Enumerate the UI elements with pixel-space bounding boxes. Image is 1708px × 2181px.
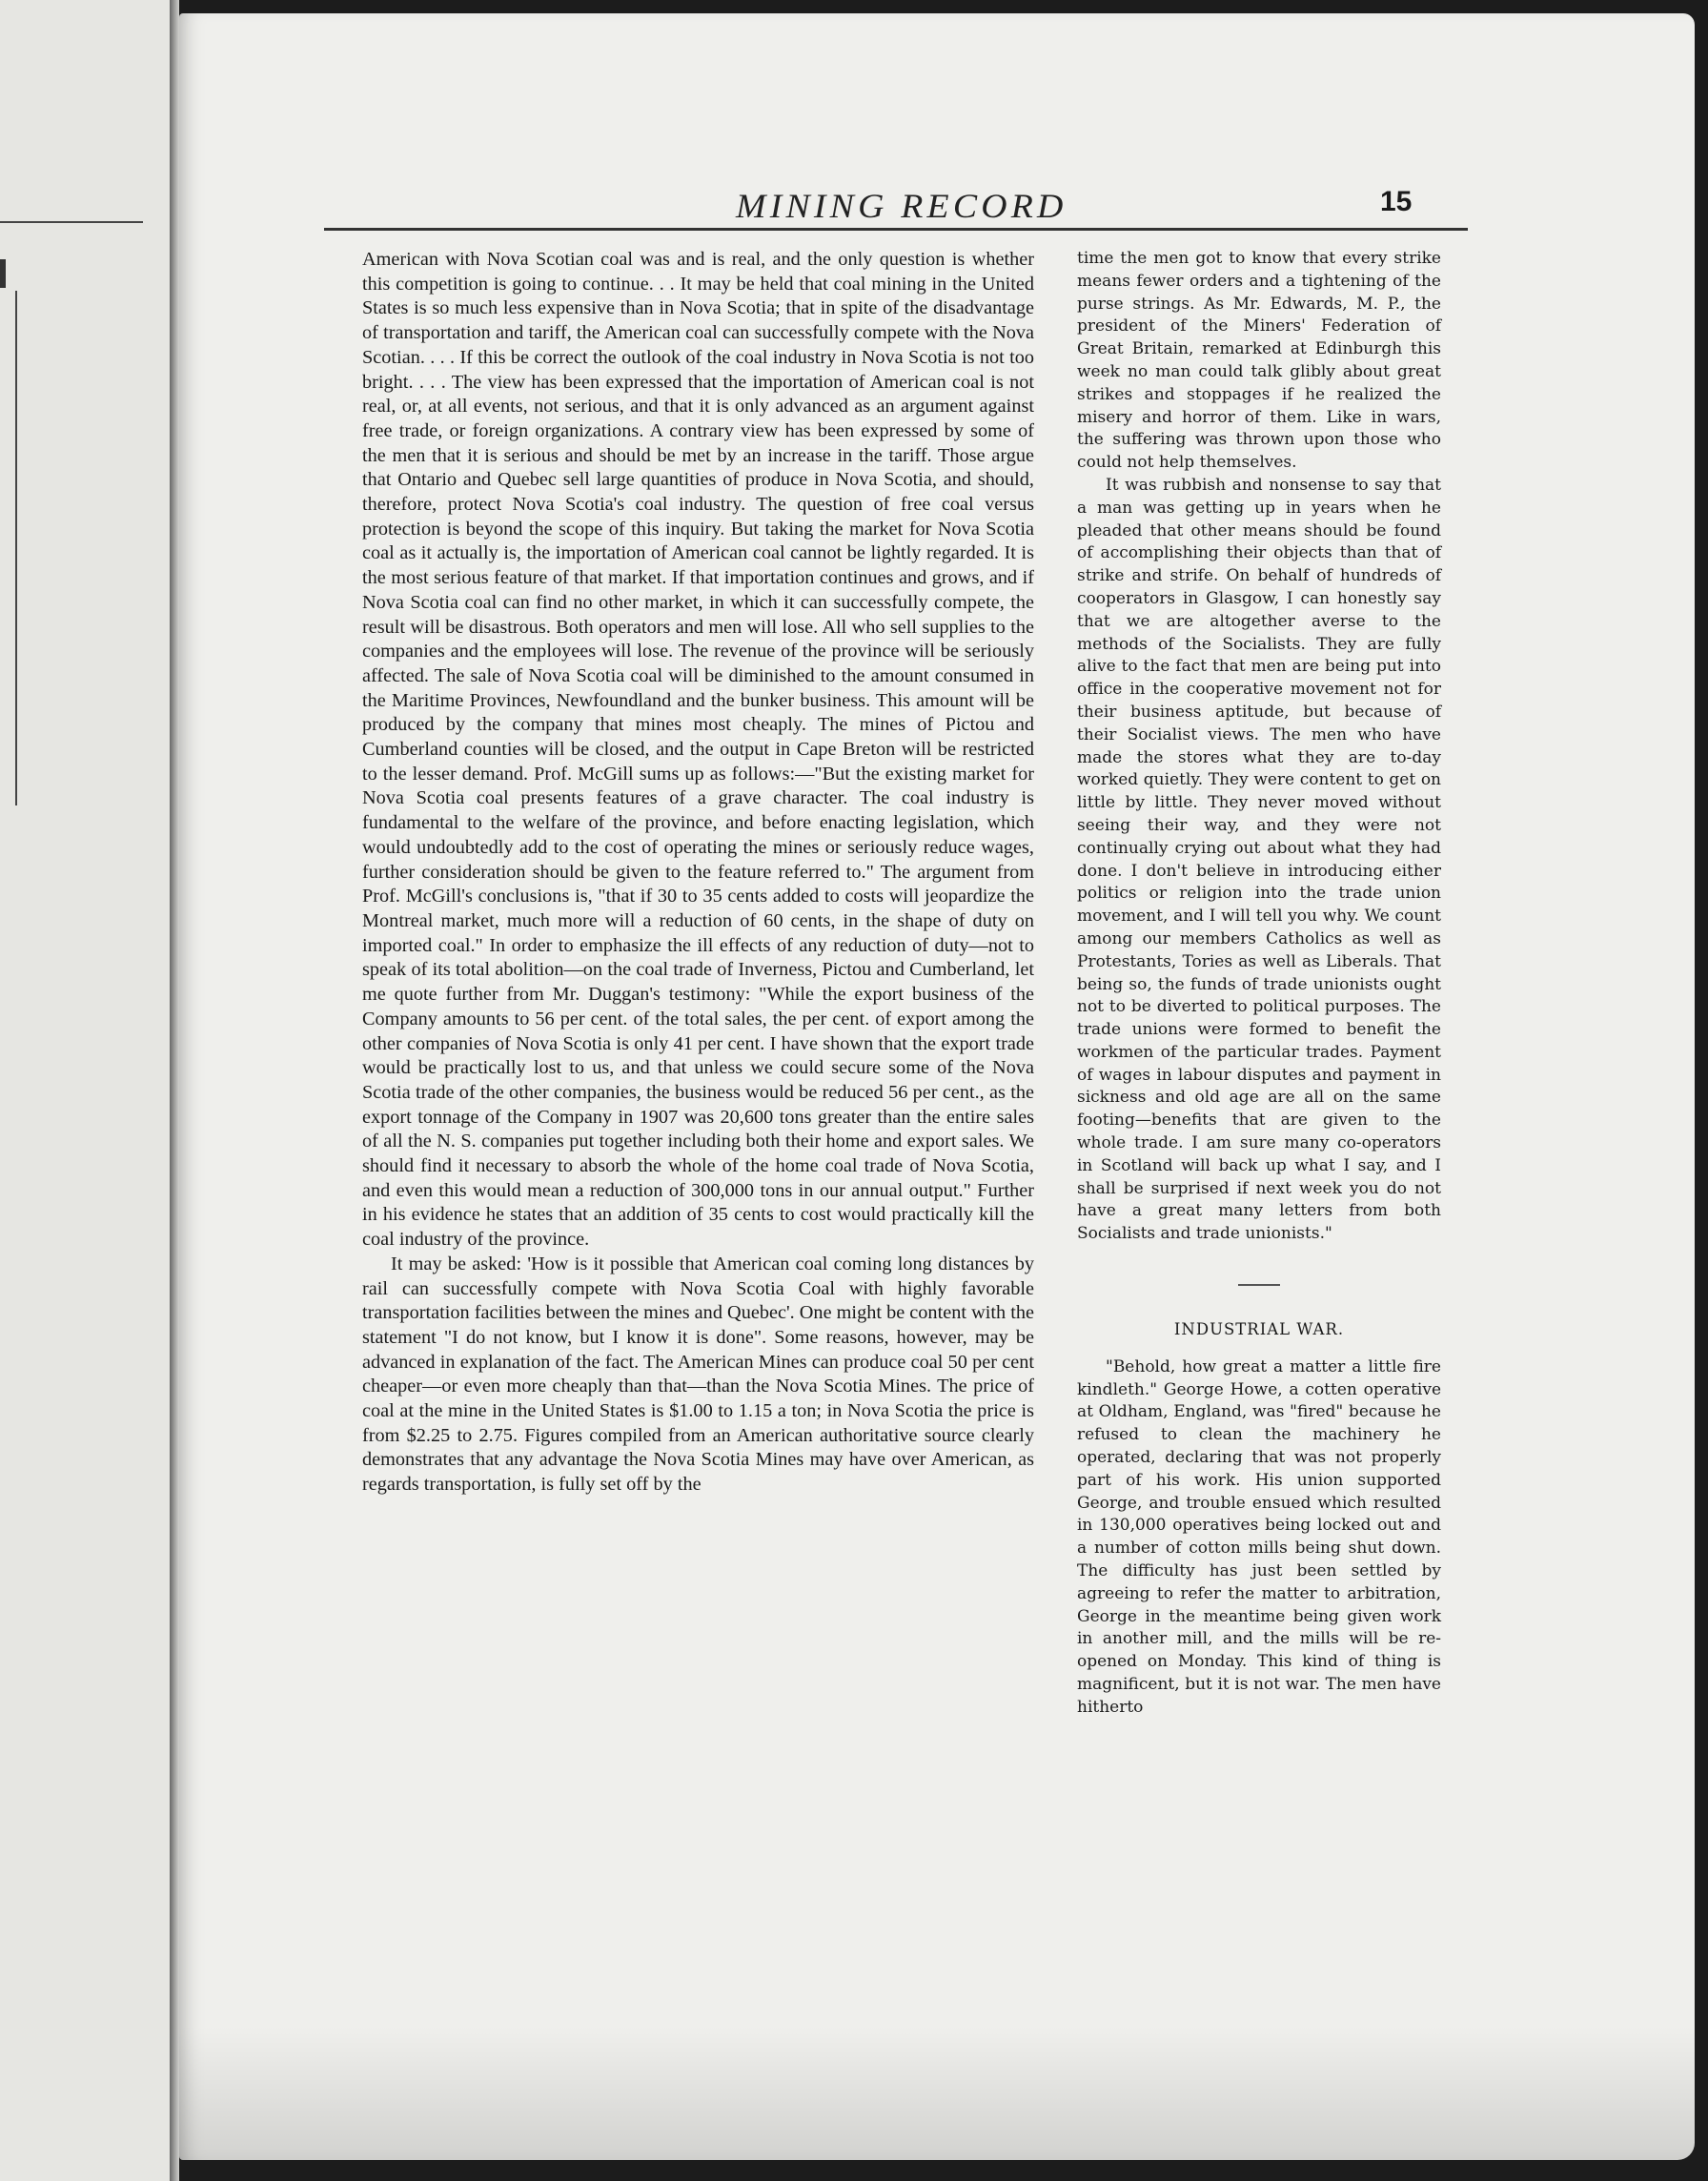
body-paragraph: American with Nova Scotian coal was and is real, and the only question is whether this competition is going to continue. . . It may be held that coal mining in the United States is so much less expensive than in Nova Scotia; that in spite of the disadvantage of transportation and tariff, the American coal can successfully compete with the Nova Scotian. . . . If this be correct the outlook of the coal industry in Nova Scotia is not too bright. . . . The view has been expressed that the importation of American coal is not real, or, at all events, not serious, and that it is only advanced as an argument against free trade, or foreign organizations. A contrary view has been expressed by some of the men that it is serious and should be met by an increase in the tariff. Those argue that Ontario and Quebec sell large quantities of produce in Nova Scotia, and should, therefore, protect Nova Scotia's coal industry. The question of free coal versus protection is beyond the scope of this inquiry. But taking the market for Nova Scotia coal as it actually is, the importation of American coal cannot be lightly regarded. It is the most serious feature of that market. If that importation continues and grows, and if Nova Scotia coal can find no other market, in which it can successfully compete, the result will be disastrous. Both operators and men will lose. All who sell supplies to the companies and the employees will lose. The revenue of the province will be seriously affected. The sale of Nova Scotia coal will be diminished to the amount consumed in the Maritime Provinces, Newfoundland and the bunker business. This amount will be produced by the company that mines most cheaply. The mines of Pictou and Cumberland counties will be closed, and the output in Cape Breton will be restricted to the lesser demand. Prof. McGill sums up as follows:—"But the existing market for Nova Scotia coal presents features of a grave character. The coal industry is fundamental to the welfare of the province, and before enacting legislation, which would undoubtedly add to the cost of operating the mines or seriously reduce wages, further consideration should be given to the feature referred to." The argument from Prof. McGill's conclusions is, "that if 30 to 35 cents added to costs will jeopardize the Montreal market, much more will a reduction of 60 cents, in the shape of duty on imported coal." In order to emphasize the ill effects of any reduction of duty—not to speak of its total abolition—on the coal trade of Inverness, Pictou and Cumberland, let me quote further from Mr. Duggan's testimony: "While the export business of the Company amounts to 56 per cent. of the total sales, the per cent. of export among the other companies of Nova Scotia is only 41 per cent. I have shown that the export trade would be practically lost to us, and that unless we could secure some of the Nova Scotia trade of the other companies, the business would be reduced 56 per cent., as the export tonnage of the Company in 1907 was 20,600 tons greater than the entire sales of all the N. S. companies put together including both their home and export sales. We should find it necessary to absorb the whole of the home coal trade of Nova Scotia, and even this would mean a reduction of 300,000 tons in our annual output." Further in his evidence he states that an addition of 35 cents to cost would practically kill the coal industry of the province.: [362, 249, 1034, 1251]
body-paragraph: It may be asked: 'How is it possible that American coal coming long distances by rail can successfully compete with Nova Scotia Coal with highly favorable transportation facilities between the mines and Quebec'. One might be content with the statement "I do not know, but I know it is done". Some reasons, however, may be advanced in explanation of the fact. The American Mines can produce coal 50 per cent cheaper—or even more cheaply than that—than the Nova Scotia Mines. The price of coal at the mine in the United States is $1.00 to 1.15 a ton; in Nova Scotia the price is from $2.25 to 2.75. Figures compiled from an American authoritative source clearly demonstrates that any advantage the Nova Scotia Mines may have over American, as regards transportation, is fully set off by the: [362, 1253, 1034, 1496]
section-divider: [1238, 1284, 1280, 1286]
header-rule: [324, 228, 1468, 231]
left-text-column: [362, 248, 1034, 1498]
adjacent-page-mark: [0, 259, 6, 288]
adjacent-page-edge: [0, 0, 170, 2181]
page-shadow: [179, 2027, 1695, 2160]
running-header: [324, 186, 1468, 235]
body-paragraph: time the men got to know that every strike means fewer orders and a tightening of the purse strings. As Mr. Edwards, M. P., the president of the Miners' Federation of Great Britain, remarked at Edinburgh this week no man could talk glibly about great strikes and stoppages if he realized the misery and horror of them. Like in wars, the suffering was thrown upon those who could not help themselves.: [1077, 249, 1441, 473]
publication-title: MINING RECORD: [736, 187, 1068, 225]
book-gutter: [170, 0, 179, 2181]
body-paragraph: "Behold, how great a matter a little fire kindleth." George Howe, a cotten operative at Oldham, England, was "fired" because he refused to clean the machinery he operated, declaring that was not properly part of his work. His union supported George, and trouble ensued which resulted in 130,000 operatives being locked out and a number of cotton mills being shut down. The difficulty has just been settled by agreeing to refer the matter to arbitration, George in the meantime being given work in another mill, and the mills will be re-opened on Monday. This kind of thing is magnificent, but it is not war. The men have hitherto: [1077, 1356, 1441, 1717]
page-number: 15: [1380, 186, 1413, 217]
adjacent-page-border: [0, 291, 17, 805]
adjacent-page-rule: [0, 221, 143, 223]
section-heading: INDUSTRIAL WAR.: [1173, 1320, 1345, 1339]
body-paragraph: It was rubbish and nonsense to say that a man was getting up in years when he pleaded that other means should be found of accomplishing their objects than that of strike and strife. On behalf of hundreds of cooperators in Glasgow, I can honestly say that we are altogether averse to the methods of the Socialists. They are fully alive to the fact that men are being put into office in the cooperative movement not for their business aptitude, but because of their Socialist views. The men who have made the stores what they are to-day worked quietly. They were content to get on little by little. They never moved without seeing their way, and they were not continually crying out about what they had done. I don't believe in introducing either politics or religion into the trade union movement, and I will tell you why. We count among our members Catholics as well as Protestants, Tories as well as Liberals. That being so, the funds of trade unionists ought not to be diverted to political purposes. The trade unions were formed to benefit the workmen of the particular trades. Payment of wages in labour disputes and payment in sickness and old age are all on the same footing—benefits that are given to the whole trade. I am sure many co-operators in Scotland will back up what I say, and I shall be surprised if next week you do not have a great many letters from both Socialists and trade unionists.": [1077, 475, 1441, 1244]
right-text-column: [1077, 248, 1441, 1720]
